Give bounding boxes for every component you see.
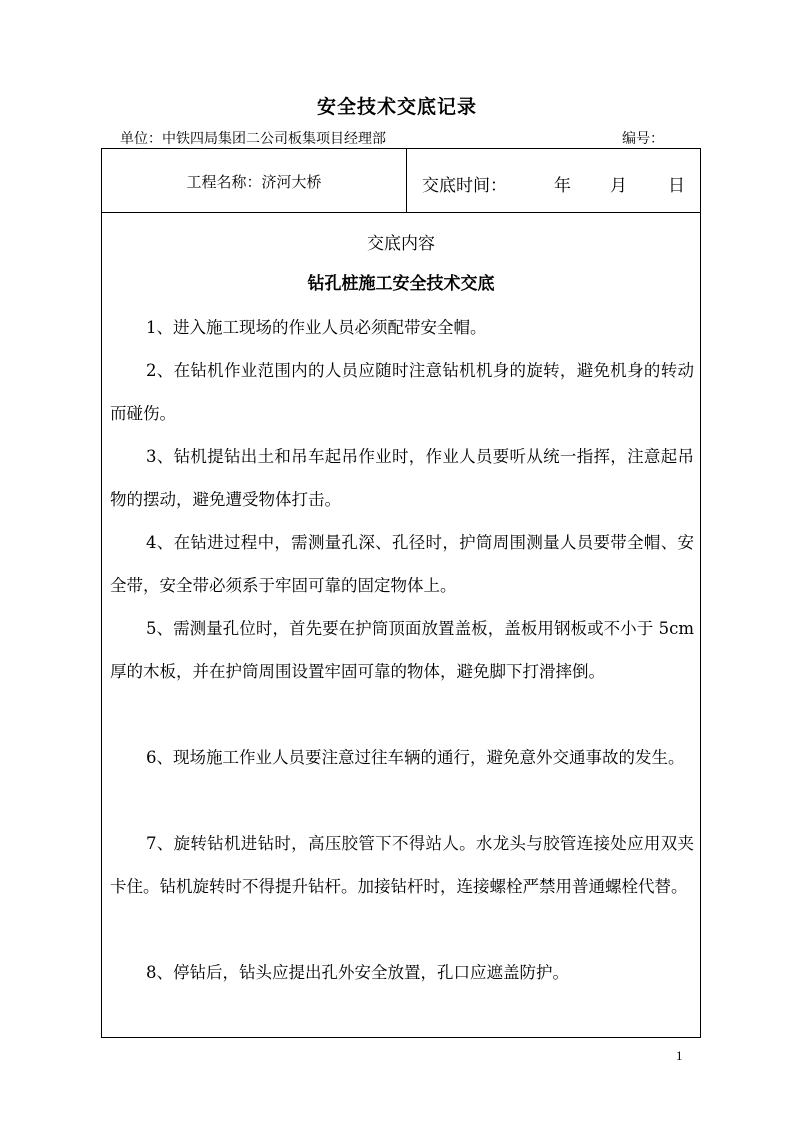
code-label: 编号：: [622, 131, 664, 147]
header-column-divider: [406, 149, 407, 212]
list-item: 2、在钻机作业范围内的人员应随时注意钻机机身的旋转，避免机身的转动而碰伤。: [110, 361, 694, 423]
month-label: 月: [610, 176, 627, 196]
list-item: 6、现场施工作业人员要注意过往车辆的通行，避免意外交通事故的发生。: [146, 748, 685, 767]
day-label: 日: [668, 176, 685, 196]
page-number: 1: [676, 1048, 683, 1063]
record-table: [101, 148, 701, 1038]
list-item: 5、需测量孔位时，首先要在护筒顶面放置盖板，盖板用钢板或不小于 5cm厚的木板，并在护筒周围设置牢固可靠的物体，避免脚下打滑摔倒。: [110, 619, 694, 681]
document-title: 安全技术交底记录: [316, 96, 477, 118]
year-label: 年: [554, 176, 571, 196]
list-item: 3、钻机提钻出土和吊车起吊作业时，作业人员要听从统一指挥，注意起吊物的摆动，避免遭受物体打击。: [110, 447, 694, 509]
project-name: 工程名称：济河大桥: [186, 173, 322, 191]
content-title: 钻孔桩施工安全技术交底: [307, 274, 495, 294]
header-divider: [102, 212, 700, 213]
list-item: 8、停钻后，钻头应提出孔外安全放置，孔口应遮盖防护。: [146, 963, 569, 982]
disclosure-time-label: 交底时间：: [422, 176, 507, 196]
unit-label: 单位：中铁四局集团二公司板集项目经理部: [120, 131, 386, 147]
list-item: 7、旋转钻机进钻时，高压胶管下不得站人。水龙头与胶管连接处应用双夹卡住。钻机旋转时不得提升钻杆。加接钻杆时，连接螺栓严禁用普通螺栓代替。: [110, 834, 694, 896]
list-item: 4、在钻进过程中，需测量孔深、孔径时，护筒周围测量人员要带全帽、安全带，安全带必须系于牢固可靠的固定物体上。: [110, 533, 694, 595]
content-label: 交底内容: [367, 234, 435, 254]
list-item: 1、进入施工现场的作业人员必须配带安全帽。: [146, 318, 487, 337]
